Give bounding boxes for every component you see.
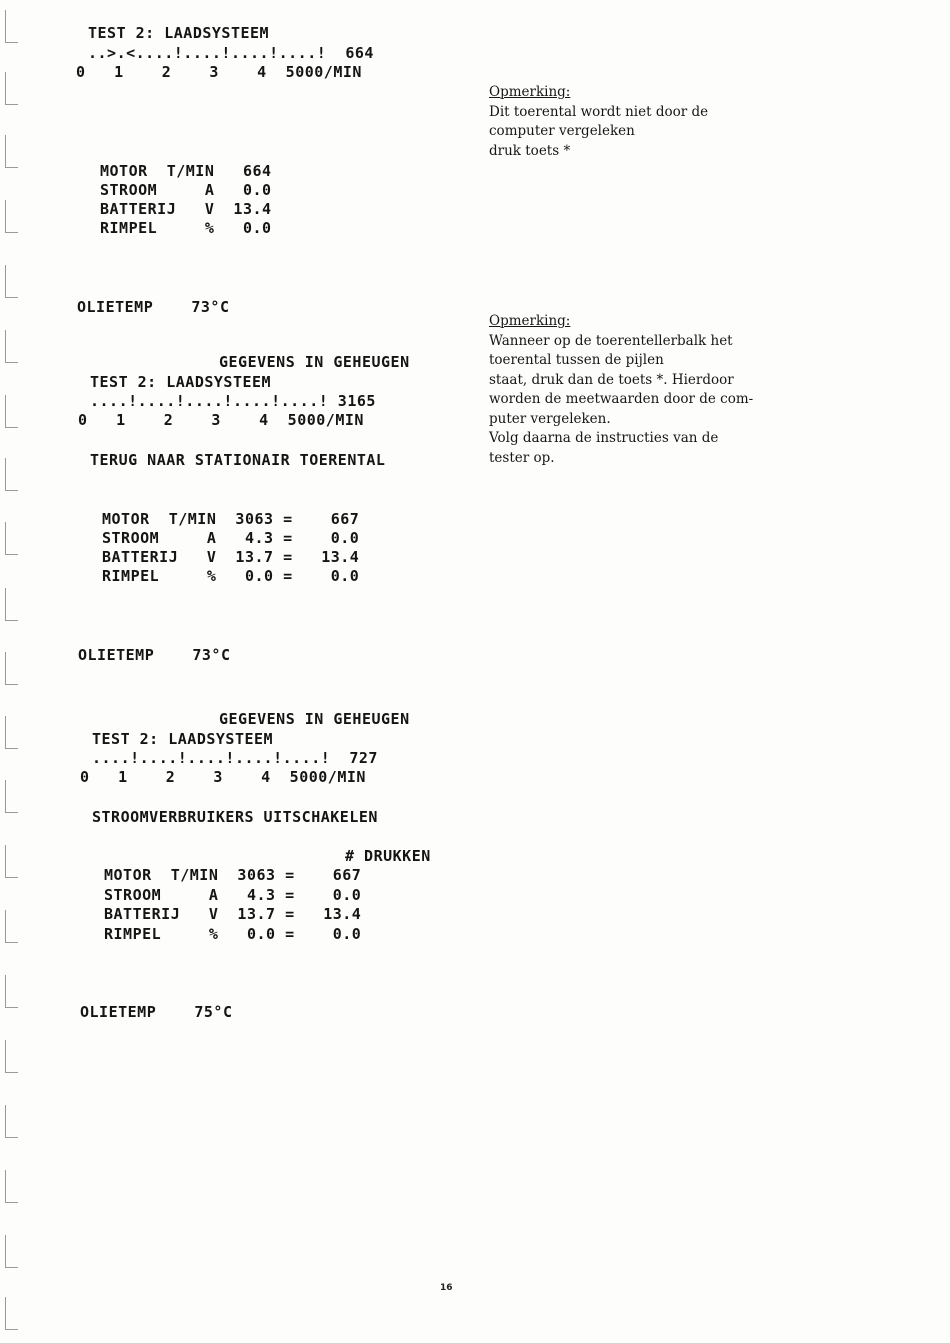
remark-line: staat, druk dan de toets *. Hierdoor: [489, 371, 734, 388]
reading-batterij: BATTERIJ V 13.7 = 13.4: [104, 905, 362, 923]
press-key-prompt: # DRUKKEN: [345, 847, 431, 865]
page-number: 16: [440, 1283, 453, 1293]
rpm-scale: 0 1 2 3 4 5000/MIN: [76, 63, 362, 81]
remark-line: tester op.: [489, 449, 555, 466]
reading-olietemp: OLIETEMP 73°C: [78, 646, 231, 664]
instruction-text: TERUG NAAR STATIONAIR TOERENTAL: [90, 451, 386, 469]
rpm-bar: ....!....!....!....!....! 3165: [90, 392, 376, 410]
reading-motor: MOTOR T/MIN 3063 = 667: [102, 510, 360, 528]
binding-mark: [5, 910, 18, 943]
reading-rimpel: RIMPEL % 0.0 = 0.0: [102, 567, 360, 585]
binding-mark: [5, 1297, 18, 1330]
reading-motor: MOTOR T/MIN 3063 = 667: [104, 866, 362, 884]
remark-line: computer vergeleken: [489, 123, 635, 139]
reading-motor: MOTOR T/MIN 664: [100, 162, 272, 180]
memory-header: GEGEVENS IN GEHEUGEN: [219, 710, 410, 728]
screen-title: TEST 2: LAADSYSTEEM: [90, 373, 272, 391]
remark-line: Wanneer op de toerentellerbalk het: [489, 332, 733, 349]
screen-title: TEST 2: LAADSYSTEEM: [88, 24, 270, 42]
rpm-scale: 0 1 2 3 4 5000/MIN: [80, 768, 366, 786]
reading-rimpel: RIMPEL % 0.0 = 0.0: [104, 925, 362, 943]
remark-line: worden de meetwaarden door de com-: [489, 391, 754, 407]
memory-header: GEGEVENS IN GEHEUGEN: [219, 353, 410, 371]
binding-mark: [5, 330, 18, 363]
binding-mark: [5, 72, 18, 105]
reading-batterij: BATTERIJ V 13.7 = 13.4: [102, 548, 360, 566]
binding-mark: [5, 135, 18, 168]
rpm-bar: ..>.<....!....!....!....! 664: [88, 44, 374, 62]
rpm-scale: 0 1 2 3 4 5000/MIN: [78, 411, 364, 429]
reading-stroom: STROOM A 4.3 = 0.0: [102, 529, 360, 547]
reading-rimpel: RIMPEL % 0.0: [100, 219, 272, 237]
reading-olietemp: OLIETEMP 73°C: [77, 298, 230, 316]
binding-mark: [5, 1235, 18, 1268]
remark-title: Opmerking:: [489, 313, 571, 329]
instruction-text: STROOMVERBRUIKERS UITSCHAKELEN: [92, 808, 378, 826]
remark-note-2: [489, 312, 849, 468]
binding-mark: [5, 522, 18, 555]
remark-line: puter vergeleken.: [489, 410, 611, 427]
remark-line: toerental tussen de pijlen: [489, 352, 664, 368]
binding-mark: [5, 780, 18, 813]
binding-mark: [5, 1170, 18, 1203]
binding-mark: [5, 1105, 18, 1138]
binding-mark: [5, 588, 18, 621]
binding-mark: [5, 10, 18, 43]
binding-mark: [5, 975, 18, 1008]
screen-title: TEST 2: LAADSYSTEEM: [92, 730, 274, 748]
remark-title: Opmerking:: [489, 84, 571, 100]
binding-mark: [5, 845, 18, 878]
binding-mark: [5, 652, 18, 685]
reading-stroom: STROOM A 0.0: [100, 181, 272, 199]
rpm-bar: ....!....!....!....!....! 727: [92, 749, 378, 767]
binding-mark: [5, 265, 18, 298]
binding-mark: [5, 1040, 18, 1073]
binding-mark: [5, 716, 18, 749]
binding-mark: [5, 200, 18, 233]
remark-line: Volg daarna de instructies van de: [489, 430, 719, 446]
remark-line: Dit toerental wordt niet door de: [489, 103, 709, 120]
reading-stroom: STROOM A 4.3 = 0.0: [104, 886, 362, 904]
binding-mark: [5, 458, 18, 491]
binding-mark: [5, 395, 18, 428]
remark-note-1: [489, 83, 849, 161]
reading-olietemp: OLIETEMP 75°C: [80, 1003, 233, 1021]
reading-batterij: BATTERIJ V 13.4: [100, 200, 272, 218]
remark-line: druk toets *: [489, 142, 571, 159]
